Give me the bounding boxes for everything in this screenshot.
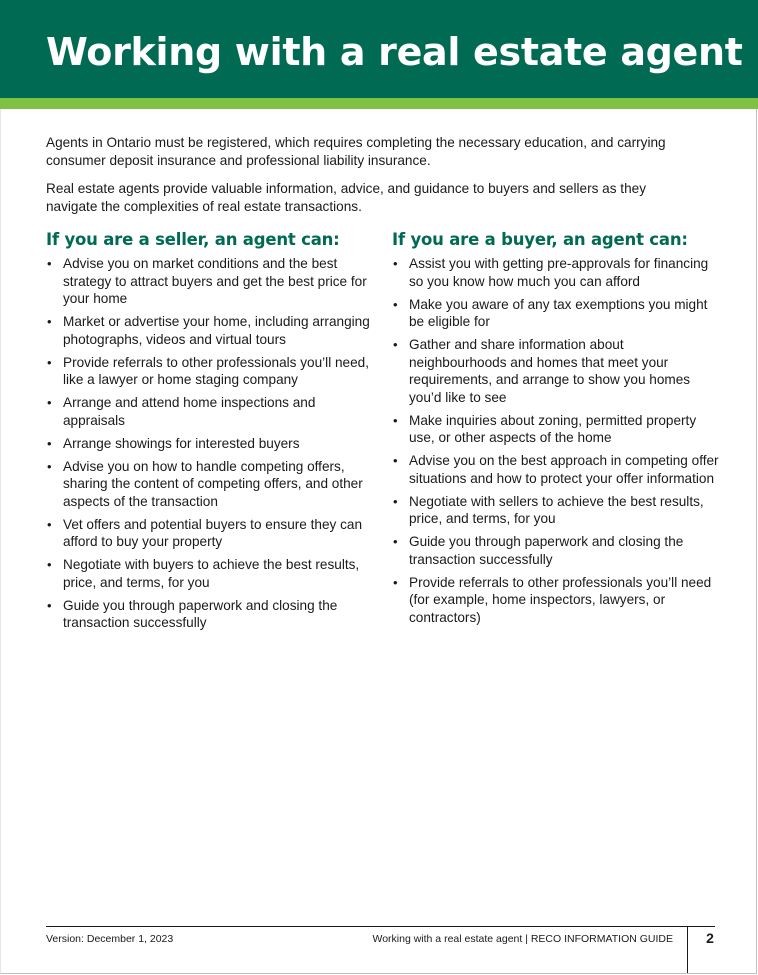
list-item: • Negotiate with sellers to achieve the best results, price, and terms, for you [392,493,722,528]
list-item: • Guide you through paperwork and closing the transaction successfully [392,533,722,568]
list-item: • Guide you through paperwork and closing the transaction successfully [46,597,374,632]
intro-paragraph: Agents in Ontario must be registered, which requires completing the necessary education, and carrying consumer deposit insurance and professional liability insurance. [46,135,666,168]
buyer-list [392,255,722,626]
buyer-heading: If you are a buyer, an agent can: [392,230,688,249]
seller-list [46,255,374,632]
list-item: • Market or advertise your home, including arranging photographs, videos and virtual tours [46,313,374,348]
seller-heading: If you are a seller, an agent can: [46,230,340,249]
list-item: • Vet offers and potential buyers to ensure they can afford to buy your property [46,516,374,551]
footer-version: Version: December 1, 2023 [46,933,174,945]
footer-rule [46,926,715,927]
header-band [0,0,758,98]
list-item: • Make you aware of any tax exemptions you might be eligible for [392,296,722,331]
footer-guide-title: Working with a real estate agent | RECO INFORMATION GUIDE [372,933,673,945]
footer-divider [687,927,688,973]
list-item: • Advise you on the best approach in competing offer situations and how to protect your offer information [392,452,722,487]
intro-section [46,134,686,226]
list-item: • Advise you on market conditions and the best strategy to attract buyers and get the best price for your home [46,255,374,308]
page-number: 2 [706,930,714,946]
list-item: • Make inquiries about zoning, permitted property use, or other aspects of the home [392,412,722,447]
list-item: • Assist you with getting pre-approvals for financing so you know how much you can afford [392,255,722,290]
list-item: • Arrange and attend home inspections and appraisals [46,394,374,429]
list-item: • Arrange showings for interested buyers [46,435,374,453]
header-accent-bar [0,98,758,109]
seller-column [46,230,374,637]
list-item: • Provide referrals to other professionals you’ll need, like a lawyer or home staging company [46,354,374,389]
list-item: • Advise you on how to handle competing offers, sharing the content of competing offers, and other aspects of the transaction [46,458,374,511]
intro-paragraph: Real estate agents provide valuable information, advice, and guidance to buyers and sellers as they navigate the complexities of real estate transactions. [46,181,647,214]
buyer-column [392,230,722,632]
page-title: Working with a real estate agent [46,30,743,74]
list-item: • Negotiate with buyers to achieve the best results, price, and terms, for you [46,556,374,591]
list-item: • Gather and share information about neighbourhoods and homes that meet your requirements, and arrange to show you homes you’d like to see [392,336,722,406]
list-item: • Provide referrals to other professionals you’ll need (for example, home inspectors, lawyers, or contractors) [392,574,722,627]
